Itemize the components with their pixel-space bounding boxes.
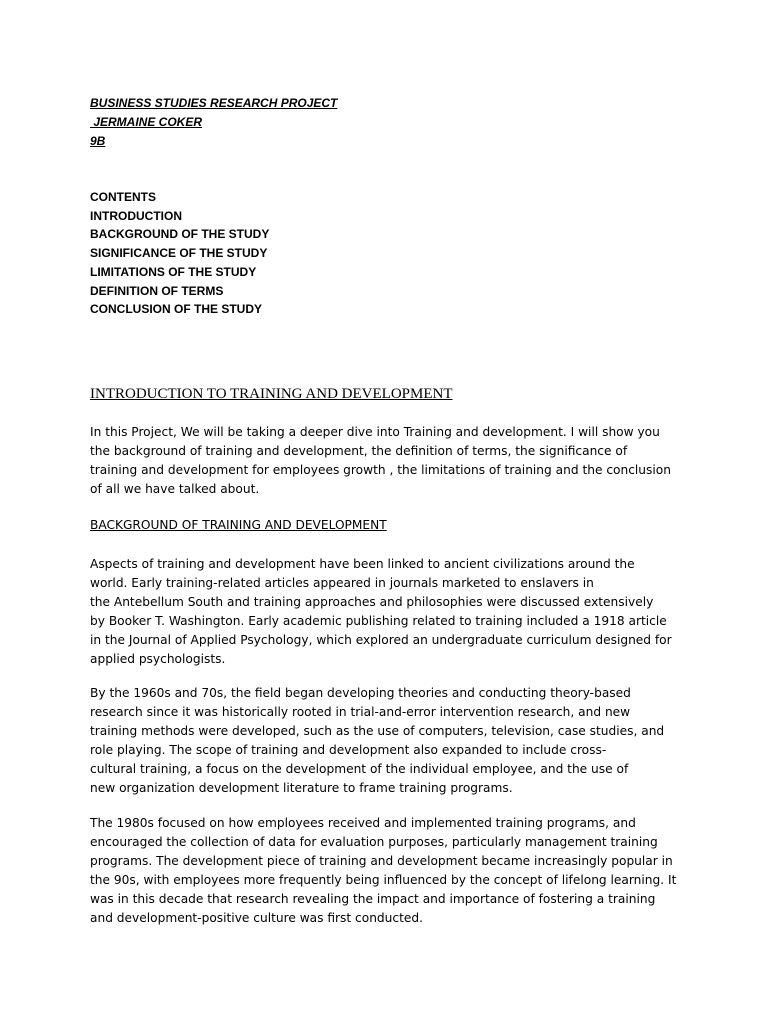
text-line: world. Early training-related articles appeared in journals marketed to enslavers in	[90, 576, 594, 590]
text-line: and development-positive culture was first conducted.	[90, 911, 423, 925]
text-line: in the Journal of Applied Psychology, which explored an undergraduate curriculum designed for	[90, 633, 672, 647]
text-line: cultural training, a focus on the development of the individual employee, and the use of	[90, 762, 629, 776]
contents-item: INTRODUCTION	[90, 208, 182, 223]
introduction-heading: INTRODUCTION TO TRAINING AND DEVELOPMENT	[90, 386, 453, 402]
text-line: In this Project, We will be taking a deeper dive into Training and development. I will show you	[90, 425, 660, 439]
text-line: the 90s, with employees more frequently being influenced by the concept of lifelong learning. It	[90, 873, 677, 887]
background-heading: BACKGROUND OF TRAINING AND DEVELOPMENT	[90, 518, 387, 532]
contents-item: DEFINITION OF TERMS	[90, 283, 224, 298]
text-line: training and development for employees growth , the limitations of training and the conclusion	[90, 463, 671, 477]
text-line: research since it was historically rooted in trial-and-error intervention research, and new	[90, 705, 631, 719]
background-paragraph-1	[90, 555, 690, 669]
text-line: The 1980s focused on how employees received and implemented training programs, and	[90, 816, 636, 830]
text-line: Aspects of training and development have been linked to ancient civilizations around the	[90, 557, 635, 571]
contents-item: SIGNIFICANCE OF THE STUDY	[90, 246, 268, 261]
background-paragraph-3	[90, 814, 690, 928]
text-line: by Booker T. Washington. Early academic publishing related to training included a 1918 article	[90, 614, 667, 628]
table-of-contents	[90, 188, 269, 319]
title-block	[90, 94, 337, 151]
text-line: training methods were developed, such as the use of computers, television, case studies, and	[90, 724, 665, 738]
contents-item: BACKGROUND OF THE STUDY	[90, 227, 270, 242]
text-line: the Antebellum South and training approaches and philosophies were discussed extensively	[90, 595, 654, 609]
introduction-paragraph	[90, 423, 690, 499]
text-line: By the 1960s and 70s, the field began developing theories and conducting theory-based	[90, 686, 631, 700]
project-title: BUSINESS STUDIES RESEARCH PROJECT	[90, 96, 338, 110]
background-paragraph-2	[90, 684, 690, 798]
contents-item: CONCLUSION OF THE STUDY	[90, 302, 263, 317]
author-name: JERMAINE COKER	[90, 115, 203, 129]
text-line: encouraged the collection of data for evaluation purposes, particularly management training	[90, 835, 658, 849]
class-label: 9B	[90, 134, 106, 148]
text-line: role playing. The scope of training and development also expanded to include cross-	[90, 743, 607, 757]
contents-heading: CONTENTS	[90, 190, 156, 204]
text-line: new organization development literature to frame training programs.	[90, 781, 513, 795]
contents-item: LIMITATIONS OF THE STUDY	[90, 264, 257, 279]
text-line: of all we have talked about.	[90, 482, 260, 496]
text-line: programs. The development piece of training and development became increasingly popular in	[90, 854, 673, 868]
text-line: applied psychologists.	[90, 652, 226, 666]
text-line: the background of training and development, the definition of terms, the significance of	[90, 444, 628, 458]
text-line: was in this decade that research revealing the impact and importance of fostering a training	[90, 892, 656, 906]
